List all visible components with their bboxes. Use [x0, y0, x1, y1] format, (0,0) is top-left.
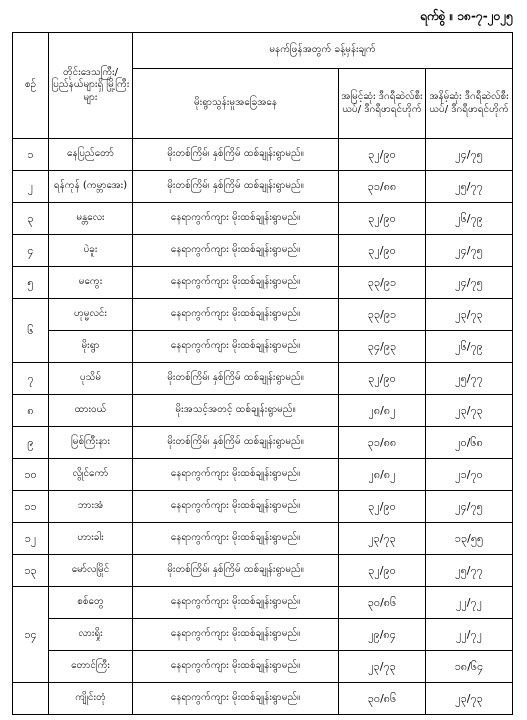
row-number: ၃	[13, 203, 49, 235]
city-cell: တောင်ကြီး	[49, 651, 133, 683]
weather-cell: မိုးတစ်ကြိမ်၊ နှစ်ကြိမ် ထစ်ချုန်းရွာမည်။	[133, 363, 339, 395]
max-temp-cell: ၃၄/၉၃	[339, 331, 426, 363]
city-cell: စစ်တွေ	[49, 587, 133, 619]
weather-cell: နေရာကွက်ကျား မိုးထစ်ချုန်းရွာမည်။	[133, 651, 339, 683]
table-row	[13, 235, 513, 267]
city-cell: မြစ်ကြီးနား	[49, 427, 133, 459]
min-temp-cell: ၂၄/၇၅	[426, 235, 513, 267]
table-row	[13, 459, 513, 491]
table-row	[13, 171, 513, 203]
weather-cell: မိုးတစ်ကြိမ်၊ နှစ်ကြိမ် ထစ်ချုန်းရွာမည်။	[133, 427, 339, 459]
city-cell: လွိုင်ကော်	[49, 459, 133, 491]
min-temp-cell: ၂၂/၇၂	[426, 619, 513, 651]
city-cell: ဘားအံ	[49, 491, 133, 523]
row-number: ၁	[13, 139, 49, 171]
weather-cell: နေရာကွက်ကျား မိုးထစ်ချုန်းရွာမည်။	[133, 299, 339, 331]
table-row	[13, 619, 513, 651]
min-temp-cell: ၁၃/၅၅	[426, 523, 513, 555]
min-temp-cell: ၂၅/၇၇	[426, 171, 513, 203]
row-number: ၇	[13, 363, 49, 395]
max-temp-cell: ၃၁/၈၈	[339, 427, 426, 459]
row-number: ၁၃	[13, 555, 49, 587]
header-weather: မိုးရွာသွန်းမှုအခြေအနေ	[133, 69, 339, 139]
max-temp-cell: ၂၈/၈၂	[339, 459, 426, 491]
city-cell: မော်လမြိုင်	[49, 555, 133, 587]
weather-cell: မိုးတစ်ကြိမ်၊ နှစ်ကြိမ် ထစ်ချုန်းရွာမည်။	[133, 171, 339, 203]
weather-cell: နေရာကွက်ကျား မိုးထစ်ချုန်းရွာမည်။	[133, 235, 339, 267]
min-temp-cell: ၂၆/၇၉	[426, 331, 513, 363]
min-temp-cell: ၂၃/၇၃	[426, 683, 513, 715]
max-temp-cell: ၃၂/၉၀	[339, 235, 426, 267]
row-number	[13, 683, 49, 715]
min-temp-cell: ၂၂/၇၂	[426, 587, 513, 619]
weather-cell: နေရာကွက်ကျား မိုးထစ်ချုန်းရွာမည်။	[133, 683, 339, 715]
max-temp-cell: ၃၂/၉၀	[339, 555, 426, 587]
max-temp-cell: ၂၉/၈၄	[339, 619, 426, 651]
max-temp-cell: ၃၀/၈၆	[339, 587, 426, 619]
min-temp-cell: ၂၀/၆၈	[426, 427, 513, 459]
min-temp-cell: ၁၈/၆၄	[426, 651, 513, 683]
row-number: ၁၂	[13, 523, 49, 555]
city-cell: ဟားခါး	[49, 523, 133, 555]
weather-cell: မိုးတစ်ကြိမ်၊ နှစ်ကြိမ် ထစ်ချုန်းရွာမည်။	[133, 139, 339, 171]
row-number: ၉	[13, 427, 49, 459]
table-row	[13, 651, 513, 683]
min-temp-cell: ၂၅/၇၇	[426, 555, 513, 587]
table-row	[13, 363, 513, 395]
city-cell: လားရှိုး	[49, 619, 133, 651]
city-cell: မကွေး	[49, 267, 133, 299]
max-temp-cell: ၃၂/၉၀	[339, 491, 426, 523]
weather-cell: နေရာကွက်ကျား မိုးထစ်ချုန်းရွာမည်။	[133, 587, 339, 619]
row-number: ၆	[13, 299, 49, 363]
weather-cell: နေရာကွက်ကျား မိုးထစ်ချုန်းရွာမည်။	[133, 203, 339, 235]
max-temp-cell: ၂၃/၇၃	[339, 651, 426, 683]
forecast-table	[12, 32, 513, 715]
row-number: ၁၄	[13, 587, 49, 683]
city-cell: ကျိုင်းတုံ	[49, 683, 133, 715]
table-row	[13, 203, 513, 235]
row-number: ၂	[13, 171, 49, 203]
max-temp-cell: ၃၁/၈၈	[339, 171, 426, 203]
row-number: ၁၁	[13, 491, 49, 523]
weather-cell: မိုးတစ်ကြိမ်၊ နှစ်ကြိမ် ထစ်ချုန်းရွာမည်။	[133, 555, 339, 587]
max-temp-cell: ၂၃/၇၃	[339, 523, 426, 555]
city-cell: မိုးရွာ	[49, 331, 133, 363]
city-cell: ဟုမ္မလင်း	[49, 299, 133, 331]
city-cell: ပဲခူး	[49, 235, 133, 267]
city-cell: ပုသိမ်	[49, 363, 133, 395]
header-region: တိုင်းဒေသကြီး/ ပြည်နယ်များရှိ မြို့ကြီးများ	[49, 33, 133, 139]
city-cell: ထားဝယ်	[49, 395, 133, 427]
table-row	[13, 523, 513, 555]
max-temp-cell: ၃၂/၉၀	[339, 139, 426, 171]
table-row	[13, 491, 513, 523]
weather-cell: နေရာကွက်ကျား မိုးထစ်ချုန်းရွာမည်။	[133, 459, 339, 491]
table-row	[13, 331, 513, 363]
weather-cell: မိုးအသင့်အတင့် ထစ်ချုန်းရွာမည်။	[133, 395, 339, 427]
header-forecast-group: မနက်ဖြန်အတွက် ခန့်မှန်းချက်	[133, 33, 513, 69]
max-temp-cell: ၃၀/၈၆	[339, 683, 426, 715]
min-temp-cell: ၂၃/၇၃	[426, 299, 513, 331]
min-temp-cell: ၂၄/၇၅	[426, 267, 513, 299]
header-max-temp: အမြင့်ဆုံး ဒီဂရီဆဲလ်စီးယပ်/ ဒီဂရီဖာရင်ဟိုက်	[339, 69, 426, 139]
max-temp-cell: ၃၂/၉၀	[339, 363, 426, 395]
header-min-temp: အနိမ့်ဆုံး ဒီဂရီဆဲလ်စီးယပ်/ ဒီဂရီဖာရင်ဟိုက်	[426, 69, 513, 139]
table-row	[13, 427, 513, 459]
report-date: ရက်စွဲ ။ ၁၈-၇-၂၀၂၅	[420, 9, 513, 23]
min-temp-cell: ၂၄/၇၅	[426, 139, 513, 171]
table-row	[13, 267, 513, 299]
row-number: ၅	[13, 267, 49, 299]
city-cell: ရန်ကုန် (ကမ္ဘာအေး)	[49, 171, 133, 203]
max-temp-cell: ၃၂/၉၀	[339, 203, 426, 235]
weather-cell: နေရာကွက်ကျား မိုးထစ်ချုန်းရွာမည်။	[133, 523, 339, 555]
table-row	[13, 139, 513, 171]
row-number: ၁၀	[13, 459, 49, 491]
city-cell: မန္တလေး	[49, 203, 133, 235]
header-no: စဉ်	[13, 33, 49, 139]
table-row	[13, 299, 513, 331]
min-temp-cell: ၂၄/၇၅	[426, 491, 513, 523]
city-cell: နေပြည်တော်	[49, 139, 133, 171]
weather-cell: နေရာကွက်ကျား မိုးထစ်ချုန်းရွာမည်။	[133, 491, 339, 523]
table-row	[13, 555, 513, 587]
row-number: ၄	[13, 235, 49, 267]
weather-cell: နေရာကွက်ကျား မိုးထစ်ချုန်းရွာမည်။	[133, 331, 339, 363]
max-temp-cell: ၃၃/၉၁	[339, 267, 426, 299]
min-temp-cell: ၂၃/၇၃	[426, 395, 513, 427]
table-row	[13, 395, 513, 427]
weather-cell: နေရာကွက်ကျား မိုးထစ်ချုန်းရွာမည်။	[133, 267, 339, 299]
table-row	[13, 683, 513, 715]
min-temp-cell: ၂၅/၇၇	[426, 363, 513, 395]
min-temp-cell: ၂၆/၇၉	[426, 203, 513, 235]
max-temp-cell: ၃၃/၉၁	[339, 299, 426, 331]
table-row	[13, 587, 513, 619]
min-temp-cell: ၂၁/၇၀	[426, 459, 513, 491]
row-number: ၈	[13, 395, 49, 427]
weather-cell: နေရာကွက်ကျား မိုးထစ်ချုန်းရွာမည်။	[133, 619, 339, 651]
max-temp-cell: ၂၈/၈၂	[339, 395, 426, 427]
